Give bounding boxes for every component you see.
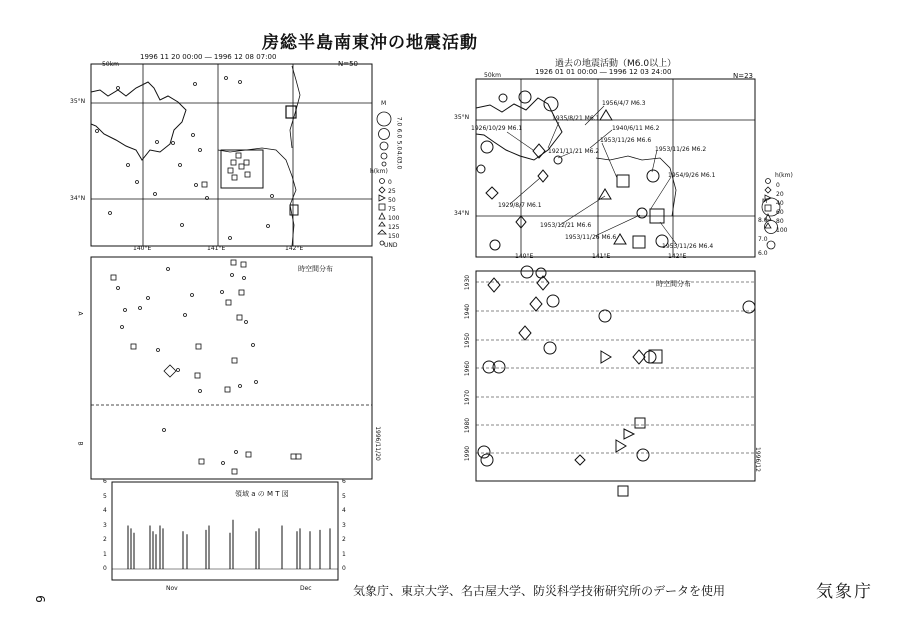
event-label: 1953/11/26 M6.4 bbox=[662, 243, 714, 250]
left-mag-legend-label: 7.0 bbox=[395, 116, 403, 127]
right-mag-legend-title: M bbox=[762, 198, 768, 205]
mt-y-tick: 6 bbox=[103, 478, 107, 485]
right-depth-legend-title: h(km) bbox=[775, 172, 793, 179]
event-label: 1926/10/29 M6.1 bbox=[471, 125, 523, 132]
event-label: 1953/11/26 M6.2 bbox=[655, 146, 707, 153]
right-lon-140: 140°E bbox=[515, 253, 534, 260]
mt-x-nov: Nov bbox=[166, 585, 178, 592]
right-map-count: N=23 bbox=[733, 72, 754, 80]
right-depth-legend-label: 0 bbox=[776, 182, 780, 189]
left-lon-141: 141°E bbox=[207, 245, 226, 252]
left-spacetime-axis-a: A bbox=[76, 311, 84, 316]
mt-y-tick: 3 bbox=[342, 521, 346, 529]
year-tick: 1950 bbox=[464, 332, 472, 349]
event-label: 1953/11/26 M6.6 bbox=[600, 137, 652, 144]
event-label: 1921/11/21 M6.2 bbox=[548, 148, 600, 155]
mt-y-tick: 2 bbox=[342, 536, 346, 543]
right-depth-legend-label: 80 bbox=[776, 218, 784, 225]
right-map-heading: 過去の地震活動（M6.0以上） bbox=[555, 59, 677, 69]
event-label: 1935/8/21 M6.1 bbox=[552, 115, 600, 122]
page-title: 房総半島南東沖の地震活動 bbox=[262, 33, 478, 53]
mt-y-tick: 5 bbox=[103, 492, 107, 500]
right-mag-legend-label: 6.0 bbox=[758, 250, 768, 257]
left-lon-140: 140°E bbox=[133, 245, 152, 252]
mt-x-dec: Dec bbox=[300, 585, 312, 592]
right-lat-35: 35°N bbox=[454, 114, 470, 121]
left-mag-legend-label: 4.0 bbox=[395, 150, 403, 161]
left-map-scale: 50km bbox=[102, 61, 119, 68]
mt-y-tick: 2 bbox=[103, 536, 107, 543]
right-lat-34: 34°N bbox=[454, 210, 470, 217]
event-label: 1929/8/7 M6.1 bbox=[498, 202, 542, 209]
year-tick: 1990 bbox=[464, 445, 472, 462]
data-source-note: 気象庁、東京大学、名古屋大学、防災科学技術研究所のデータを使用 bbox=[353, 584, 726, 598]
right-lon-142: 142°E bbox=[668, 253, 687, 260]
mt-y-tick: 0 bbox=[342, 565, 346, 572]
left-spacetime-axis-b: B bbox=[76, 441, 84, 446]
event-label: 1956/4/7 M6.3 bbox=[602, 100, 646, 107]
mt-y-tick: 4 bbox=[103, 507, 107, 514]
right-depth-legend-label: 60 bbox=[776, 209, 784, 216]
page-number: 6 bbox=[32, 595, 47, 603]
mt-chart-frame bbox=[112, 482, 338, 580]
right-mag-legend-label: 8.0 bbox=[758, 217, 768, 224]
year-tick: 1930 bbox=[464, 274, 472, 291]
mt-y-tick: 3 bbox=[103, 521, 107, 529]
left-mag-legend-label: 6.0 bbox=[395, 128, 403, 139]
left-map-period: 1996 11 20 00:00 ― 1996 12 08 07:00 bbox=[140, 53, 277, 61]
left-mag-legend-label: 5.0 bbox=[395, 140, 403, 151]
left-mag-legend-label: 3.0 bbox=[395, 159, 403, 170]
left-depth-legend-label: 0 bbox=[388, 179, 392, 186]
right-map-period: 1926 01 01 00:00 ― 1996 12 03 24:00 bbox=[535, 68, 672, 76]
left-depth-legend-label: 100 bbox=[388, 215, 400, 222]
left-depth-legend-label: 50 bbox=[388, 197, 396, 204]
left-lat-35: 35°N bbox=[70, 98, 86, 105]
left-mag-legend-title: M bbox=[381, 100, 387, 107]
left-map-count: N=50 bbox=[338, 60, 359, 68]
year-tick: 1940 bbox=[464, 303, 472, 320]
left-depth-legend-label: 25 bbox=[388, 188, 396, 195]
mt-y-tick: 0 bbox=[103, 565, 107, 572]
left-spacetime-right-axis: 1996/11/20 bbox=[373, 426, 381, 461]
year-tick: 1970 bbox=[464, 389, 472, 406]
left-depth-legend-label: 125 bbox=[388, 224, 400, 231]
right-lon-141: 141°E bbox=[592, 253, 611, 260]
left-depth-legend-label: 75 bbox=[388, 206, 396, 213]
mt-y-tick: 6 bbox=[342, 478, 346, 485]
right-spacetime-label: 時空間分布 bbox=[656, 280, 691, 288]
right-depth-legend-label: 20 bbox=[776, 191, 784, 198]
event-label: 1953/11/26 M6.6 bbox=[565, 234, 617, 241]
mt-y-tick: 1 bbox=[103, 550, 107, 558]
year-tick: 1960 bbox=[464, 360, 472, 377]
right-depth-legend-label: 40 bbox=[776, 200, 784, 207]
left-spacetime-label: 時空間分布 bbox=[298, 265, 333, 273]
mt-y-tick: 1 bbox=[342, 550, 346, 558]
agency-name: 気象庁 bbox=[816, 582, 873, 602]
event-label: 1954/9/26 M6.1 bbox=[668, 172, 716, 179]
left-spacetime-frame bbox=[91, 257, 372, 479]
mt-chart-label: 領域 a の M T 図 bbox=[235, 490, 289, 498]
year-tick: 1980 bbox=[464, 417, 472, 434]
left-map-frame bbox=[91, 64, 372, 246]
event-label: 1953/12/21 M6.6 bbox=[540, 222, 592, 229]
right-mag-legend-label: 7.0 bbox=[758, 236, 768, 243]
left-lon-142: 142°E bbox=[285, 245, 304, 252]
right-spacetime-right-axis: 1996/12 bbox=[753, 447, 761, 472]
right-map-scale: 50km bbox=[484, 72, 501, 79]
mt-y-tick: 5 bbox=[342, 492, 346, 500]
left-lat-34: 34°N bbox=[70, 195, 86, 202]
mt-y-tick: 4 bbox=[342, 507, 346, 514]
event-label: 1940/6/11 M6.2 bbox=[612, 125, 660, 132]
left-depth-legend-label: UND bbox=[384, 242, 398, 249]
left-depth-legend-label: 150 bbox=[388, 233, 400, 240]
right-depth-legend-label: 100 bbox=[776, 227, 788, 234]
left-depth-legend-title: h(km) bbox=[370, 168, 388, 175]
